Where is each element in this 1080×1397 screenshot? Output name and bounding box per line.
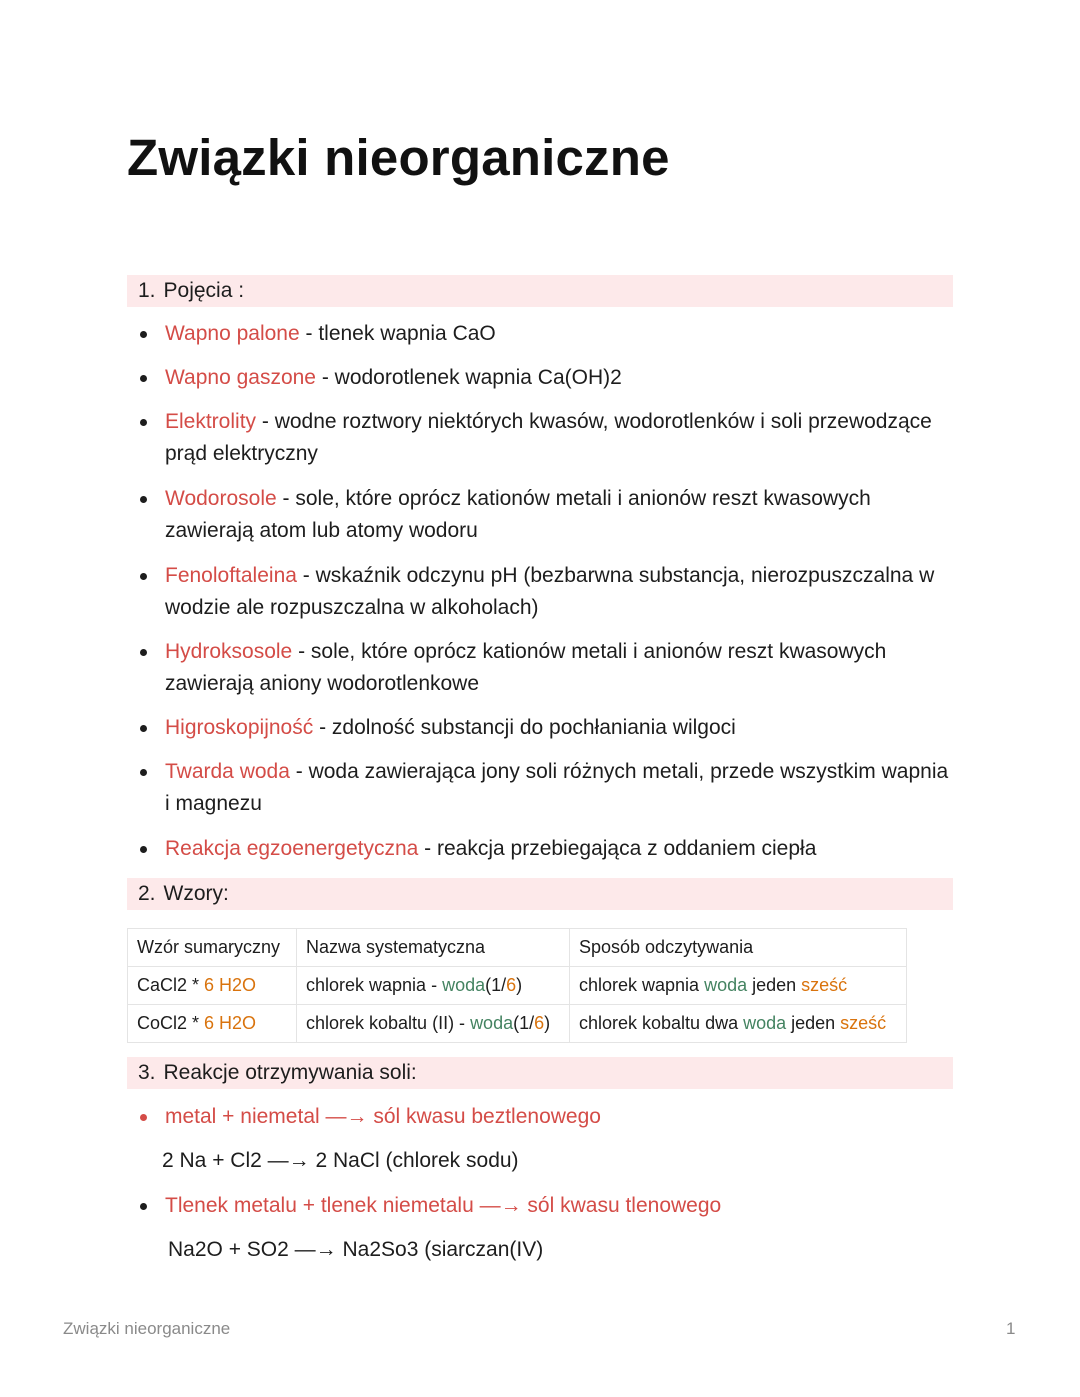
concept-definition: - wodorotlenek wapnia Ca(OH)2 <box>316 366 622 389</box>
formula-text: CoCl2 * <box>137 1013 205 1033</box>
page-title: Związki nieorganiczne <box>127 129 670 186</box>
section-title: Wzory: <box>163 882 229 905</box>
reaction-example: Na2O + SO2 —→ Na2So3 (siarczan(IV) <box>168 1238 544 1261</box>
name-text: chlorek wapnia - <box>306 975 443 995</box>
name-cell <box>297 1005 570 1043</box>
section-title: Reakcje otrzymywania soli: <box>163 1061 417 1084</box>
list-item <box>140 756 950 820</box>
bullet-icon <box>140 1203 147 1210</box>
bullet-icon <box>140 496 147 503</box>
concept-term: Twarda woda <box>165 760 290 783</box>
concept-term: Fenoloftaleina <box>165 564 297 587</box>
list-item <box>140 483 950 547</box>
ratio-open: (1/ <box>513 1013 535 1033</box>
concept-definition: - zdolność substancji do pochłaniania wilgoci <box>313 716 736 739</box>
reading-text: jeden <box>747 975 802 995</box>
table-row <box>128 967 907 1005</box>
bullet-icon <box>140 649 147 656</box>
formula-cell <box>128 1005 297 1043</box>
table-header-row <box>128 929 907 967</box>
concept-term: Wodorosole <box>165 487 277 510</box>
section-number: 2. <box>138 882 156 905</box>
ratio-close: ) <box>544 1013 551 1033</box>
water-count: 6 H2O <box>204 1013 257 1033</box>
concept-term: Wapno palone <box>165 322 300 345</box>
column-header: Nazwa systematyczna <box>297 929 570 967</box>
reading-number: sześć <box>801 975 848 995</box>
bullet-icon <box>140 846 147 853</box>
concept-definition: - wskaźnik odczynu pH (bezbarwna substancja, nierozpuszczalna w wodzie ale rozpuszczalna w alkoholach) <box>165 564 935 619</box>
concept-definition: - sole, które oprócz kationów metali i anionów reszt kwasowych zawierają atom lub atomy wodoru <box>165 487 871 542</box>
reading-text: jeden <box>786 1013 841 1033</box>
name-cell <box>297 967 570 1005</box>
section-heading-formulas <box>127 878 953 910</box>
concept-term: Wapno gaszone <box>165 366 316 389</box>
formula-cell <box>128 967 297 1005</box>
name-text: chlorek kobaltu (II) - <box>306 1013 471 1033</box>
concept-term: Hydroksosole <box>165 640 293 663</box>
concept-definition: - wodne roztwory niektórych kwasów, wodorotlenków i soli przewodzące prąd elektryczny <box>165 410 932 465</box>
list-item <box>140 712 950 744</box>
list-item <box>140 1190 950 1222</box>
reading-cell <box>570 967 907 1005</box>
section-heading-concepts <box>127 275 953 307</box>
section-heading-reactions <box>127 1057 953 1089</box>
formulas-table <box>127 928 907 1043</box>
footer-document-title: Związki nieorganiczne <box>63 1319 231 1338</box>
table-row <box>128 1005 907 1043</box>
ratio-open: (1/ <box>485 975 507 995</box>
water-word: woda <box>442 975 486 995</box>
concept-definition: - reakcja przebiegająca z oddaniem ciepła <box>418 837 817 860</box>
bullet-icon <box>140 1114 147 1121</box>
reading-text: chlorek wapnia <box>579 975 705 995</box>
page-number: 1 <box>1006 1319 1016 1338</box>
ratio-number: 6 <box>506 975 517 995</box>
ratio-number: 6 <box>534 1013 545 1033</box>
section-number: 3. <box>138 1061 156 1084</box>
bullet-icon <box>140 375 147 382</box>
reaction-rule: Tlenek metalu + tlenek niemetalu —→ sól kwasu tlenowego <box>165 1194 722 1217</box>
column-header: Sposób odczytywania <box>570 929 907 967</box>
list-item <box>140 636 950 700</box>
water-word: woda <box>743 1013 787 1033</box>
bullet-icon <box>140 573 147 580</box>
list-item <box>140 833 950 865</box>
concept-definition: - sole, które oprócz kationów metali i anionów reszt kwasowych zawierają aniony wodorotlenkowe <box>165 640 887 695</box>
concept-definition: - woda zawierająca jony soli różnych metali, przede wszystkim wapnia i magnezu <box>165 760 949 815</box>
list-item <box>140 362 950 394</box>
reaction-rule: metal + niemetal —→ sól kwasu beztlenowego <box>165 1105 601 1128</box>
bullet-icon <box>140 419 147 426</box>
list-item <box>140 560 950 624</box>
ratio-close: ) <box>516 975 523 995</box>
list-item <box>140 1101 950 1133</box>
formula-text: CaCl2 * <box>137 975 205 995</box>
reaction-example: 2 Na + Cl2 —→ 2 NaCl (chlorek sodu) <box>162 1149 519 1172</box>
water-word: woda <box>470 1013 514 1033</box>
reading-cell <box>570 1005 907 1043</box>
list-item <box>140 406 950 470</box>
water-word: woda <box>704 975 748 995</box>
section-title: Pojęcia : <box>163 279 245 302</box>
reading-number: sześć <box>840 1013 887 1033</box>
concept-definition: - tlenek wapnia CaO <box>299 322 496 345</box>
concept-term: Higroskopijność <box>165 716 314 739</box>
column-header: Wzór sumaryczny <box>128 929 297 967</box>
concept-term: Reakcja egzoenergetyczna <box>165 837 419 860</box>
list-item <box>140 318 950 350</box>
bullet-icon <box>140 769 147 776</box>
reading-text: chlorek kobaltu dwa <box>579 1013 744 1033</box>
bullet-icon <box>140 725 147 732</box>
section-number: 1. <box>138 279 156 302</box>
bullet-icon <box>140 331 147 338</box>
concept-term: Elektrolity <box>165 410 257 433</box>
water-count: 6 H2O <box>204 975 257 995</box>
